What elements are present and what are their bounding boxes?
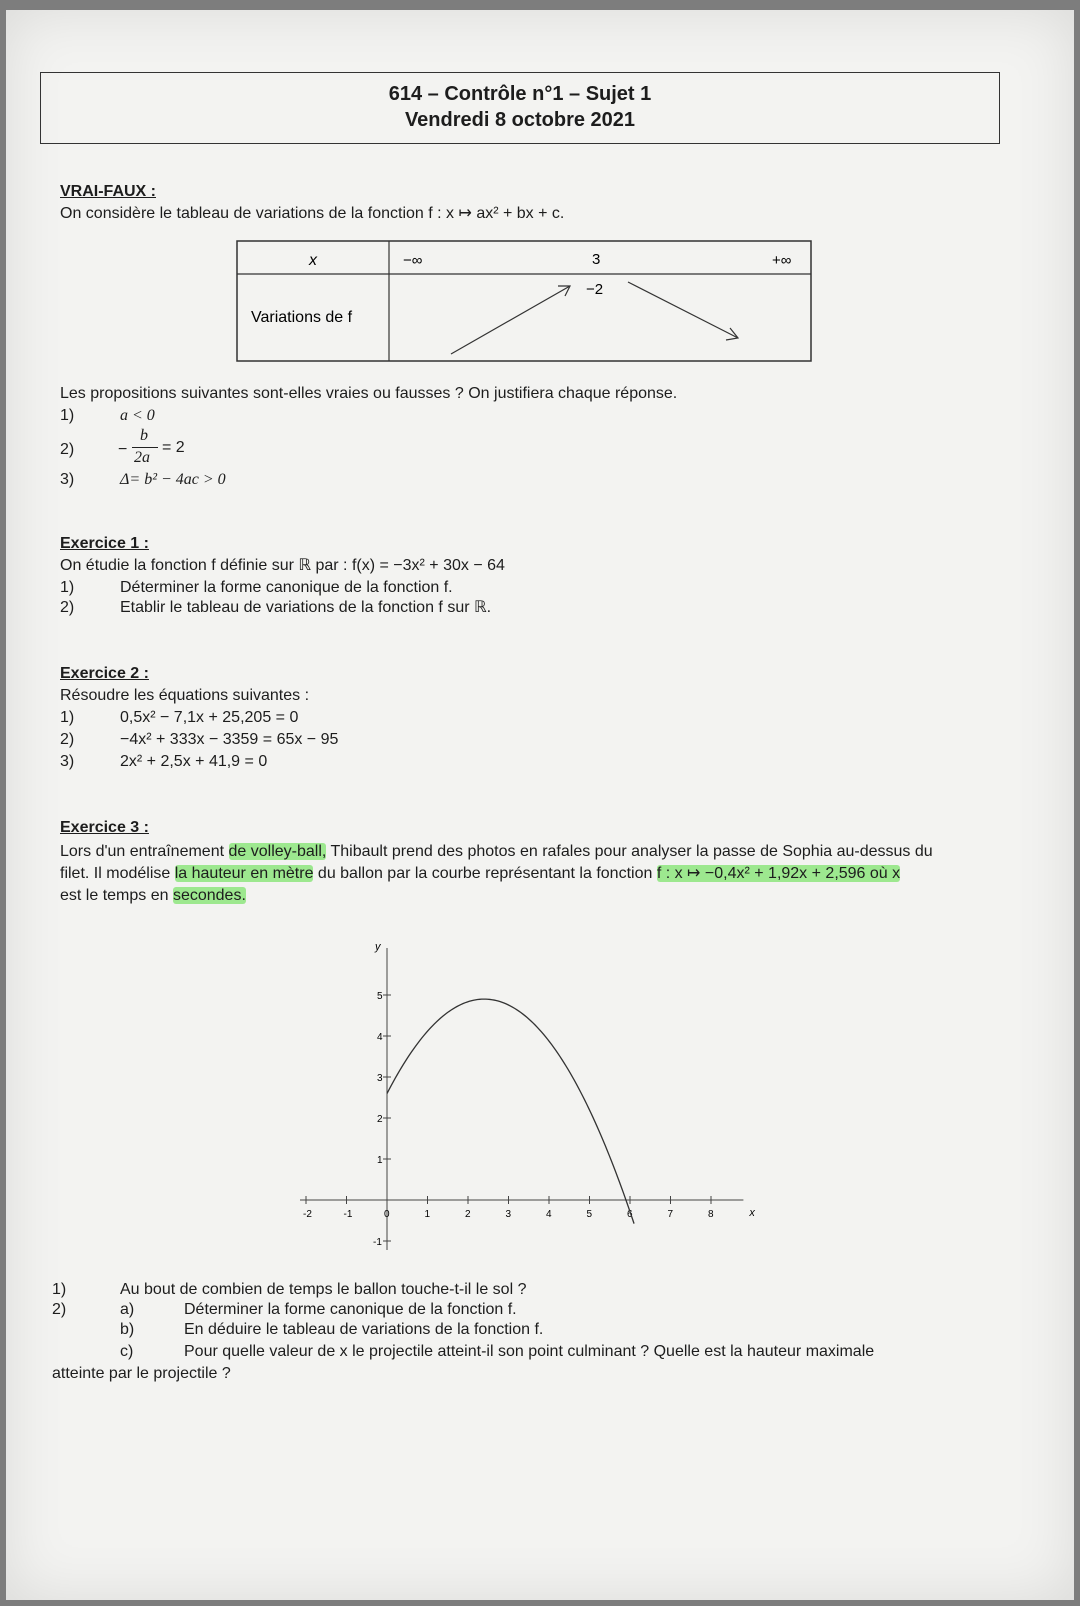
- y-tick-label-3: 3: [377, 1073, 383, 1084]
- x-tick-label-8: 8: [708, 1209, 714, 1220]
- title-line-2: Vendredi 8 octobre 2021: [404, 109, 636, 131]
- ex3-p2-highlight-2: f : x ↦ −0,4x² + 1,92x + 2,596 où x: [656, 865, 901, 882]
- variation-table: [236, 240, 814, 364]
- x-tick-label-2: 2: [465, 1209, 471, 1220]
- x-tick-label-3: 3: [505, 1209, 512, 1220]
- chart-ticks: [303, 991, 714, 1248]
- prop-1: [60, 406, 155, 426]
- x-tick-label-7: 7: [667, 1209, 674, 1220]
- ex3-paragraph-line-2: [60, 864, 900, 884]
- ex3-q2a-text: Déterminer la forme canonique de la fonction f.: [184, 1301, 517, 1318]
- ex1-item-1: [60, 578, 453, 598]
- variation-table-middle-value: 3: [592, 251, 601, 268]
- ex3-q2c-text: Pour quelle valeur de x le projectile atteint-il son point culminant ? Quelle est la hauteur maximale: [184, 1343, 875, 1360]
- prop-3-num: 3): [60, 471, 75, 488]
- variation-table-left-bound: −∞: [403, 252, 423, 269]
- ex2-item-2: [60, 730, 338, 750]
- x-tick-label--1: -1: [343, 1209, 353, 1220]
- ex3-paragraph-line-3: [60, 886, 246, 906]
- prop-2-frac-num: b: [140, 427, 148, 444]
- ex1-item-1-num: 1): [60, 579, 75, 596]
- x-tick-label-4: 4: [546, 1209, 552, 1220]
- chart-axes: [300, 941, 755, 1250]
- title-line-1: 614 – Contrôle n°1 – Sujet 1: [388, 83, 652, 105]
- ex1-intro: On étudie la fonction f définie sur ℝ par : f(x) = −3x² + 30x − 64: [60, 557, 505, 574]
- ex3-q2a-label: a): [120, 1301, 135, 1318]
- x-axis-label: x: [749, 1207, 755, 1219]
- ex3-q1-num: 1): [52, 1281, 67, 1298]
- decreasing-arrow: [628, 282, 738, 338]
- ex2-item-1-num: 1): [60, 709, 75, 726]
- ex1-item-1-text: Déterminer la forme canonique de la fonction f.: [120, 579, 453, 596]
- prop-3: [60, 470, 226, 490]
- increasing-arrow: [451, 286, 570, 354]
- x-tick-label-1: 1: [424, 1209, 431, 1220]
- ex3-q2b-text: En déduire le tableau de variations de la fonction f.: [184, 1321, 544, 1338]
- ex2-intro: Résoudre les équations suivantes :: [60, 687, 310, 704]
- x-tick-label--2: -2: [303, 1209, 312, 1220]
- ex1-heading: Exercice 1 :: [60, 535, 149, 552]
- ex2-item-3-num: 3): [60, 753, 75, 770]
- ex3-p3-highlight: secondes.: [172, 887, 246, 904]
- decreasing-arrow-head: [726, 328, 738, 340]
- ex1-item-2-num: 2): [60, 599, 75, 616]
- ex2-item-1-text: 0,5x² − 7,1x + 25,205 = 0: [120, 709, 299, 726]
- prop-1-text: a < 0: [120, 407, 155, 424]
- x-tick-label-5: 5: [586, 1209, 593, 1220]
- variation-table-row-label: Variations de f: [251, 309, 353, 326]
- ex3-q1: [52, 1280, 526, 1300]
- ex1-item-2: [60, 598, 491, 618]
- ex3-q2c-label: c): [120, 1343, 134, 1360]
- ex3-q2-num: 2): [52, 1301, 67, 1318]
- ex3-q2b-label: b): [120, 1321, 135, 1338]
- variation-table-x-label: x: [309, 252, 317, 269]
- variation-table-border: [237, 241, 811, 361]
- ex3-p1-text-b: Thibault prend des photos en rafales pour analyser la passe de Sophia au-dessus du: [326, 843, 933, 860]
- ex3-p1-text-a: Lors d'un entraînement: [60, 843, 229, 860]
- ex2-item-1: [60, 708, 298, 728]
- y-tick-label-5: 5: [377, 991, 383, 1002]
- ex3-paragraph-line-1: [60, 842, 933, 862]
- ex2-item-3: [60, 752, 267, 772]
- ex3-p3-text: est le temps en: [60, 887, 173, 904]
- y-tick-label--1: -1: [373, 1237, 382, 1248]
- y-tick-label-4: 4: [377, 1032, 383, 1043]
- variation-table-max-value: −2: [586, 281, 604, 298]
- ex3-p2-text-b: du ballon par la courbe représentant la fonction: [313, 865, 657, 882]
- ex3-p2-highlight-1: la hauteur en mètre: [174, 865, 314, 882]
- prop-2-num: 2): [60, 441, 75, 458]
- prop-3-text: Δ= b² − 4ac > 0: [120, 471, 226, 488]
- vrai-faux-intro: On considère le tableau de variations de la fonction f : x ↦ ax² + bx + c.: [60, 205, 565, 222]
- y-tick-label-2: 2: [377, 1114, 383, 1125]
- prop-2-sign: −: [118, 441, 128, 458]
- variation-table-right-bound: +∞: [772, 252, 792, 269]
- ex3-q2a: [52, 1300, 517, 1320]
- ex3-q1-text: Au bout de combien de temps le ballon touche-t-il le sol ?: [120, 1281, 527, 1298]
- ex2-heading: Exercice 2 :: [60, 665, 149, 682]
- prop-2-text: = 2: [162, 439, 185, 456]
- ex3-q2c-continued: atteinte par le projectile ?: [52, 1365, 231, 1382]
- parabola-curve: [387, 999, 634, 1224]
- ex3-q2c: [52, 1342, 874, 1362]
- ex3-p2-text-a: filet. Il modélise: [60, 865, 175, 882]
- ex2-item-2-text: −4x² + 333x − 3359 = 65x − 95: [120, 731, 339, 748]
- title-box: [40, 72, 1000, 144]
- prop-2-frac-den: 2a: [134, 449, 150, 466]
- ex3-p1-highlight: de volley-ball,: [228, 843, 327, 860]
- y-tick-label-1: 1: [377, 1155, 383, 1166]
- y-axis-label: y: [375, 941, 381, 953]
- prop-1-num: 1): [60, 407, 75, 424]
- vrai-faux-heading: VRAI-FAUX :: [60, 183, 156, 200]
- ex3-q2b: [52, 1320, 543, 1340]
- ex2-item-2-num: 2): [60, 731, 75, 748]
- ex1-item-2-text: Etablir le tableau de variations de la fonction f sur ℝ.: [120, 599, 492, 616]
- x-tick-label-0: 0: [384, 1209, 390, 1220]
- ex2-item-3-text: 2x² + 2,5x + 41,9 = 0: [120, 753, 268, 770]
- ex3-heading: Exercice 3 :: [60, 819, 149, 836]
- parabola-chart: [270, 910, 790, 1250]
- x-tick-label-6: 6: [627, 1209, 633, 1220]
- vrai-faux-question: Les propositions suivantes sont-elles vraies ou fausses ? On justifiera chaque réponse.: [60, 385, 678, 402]
